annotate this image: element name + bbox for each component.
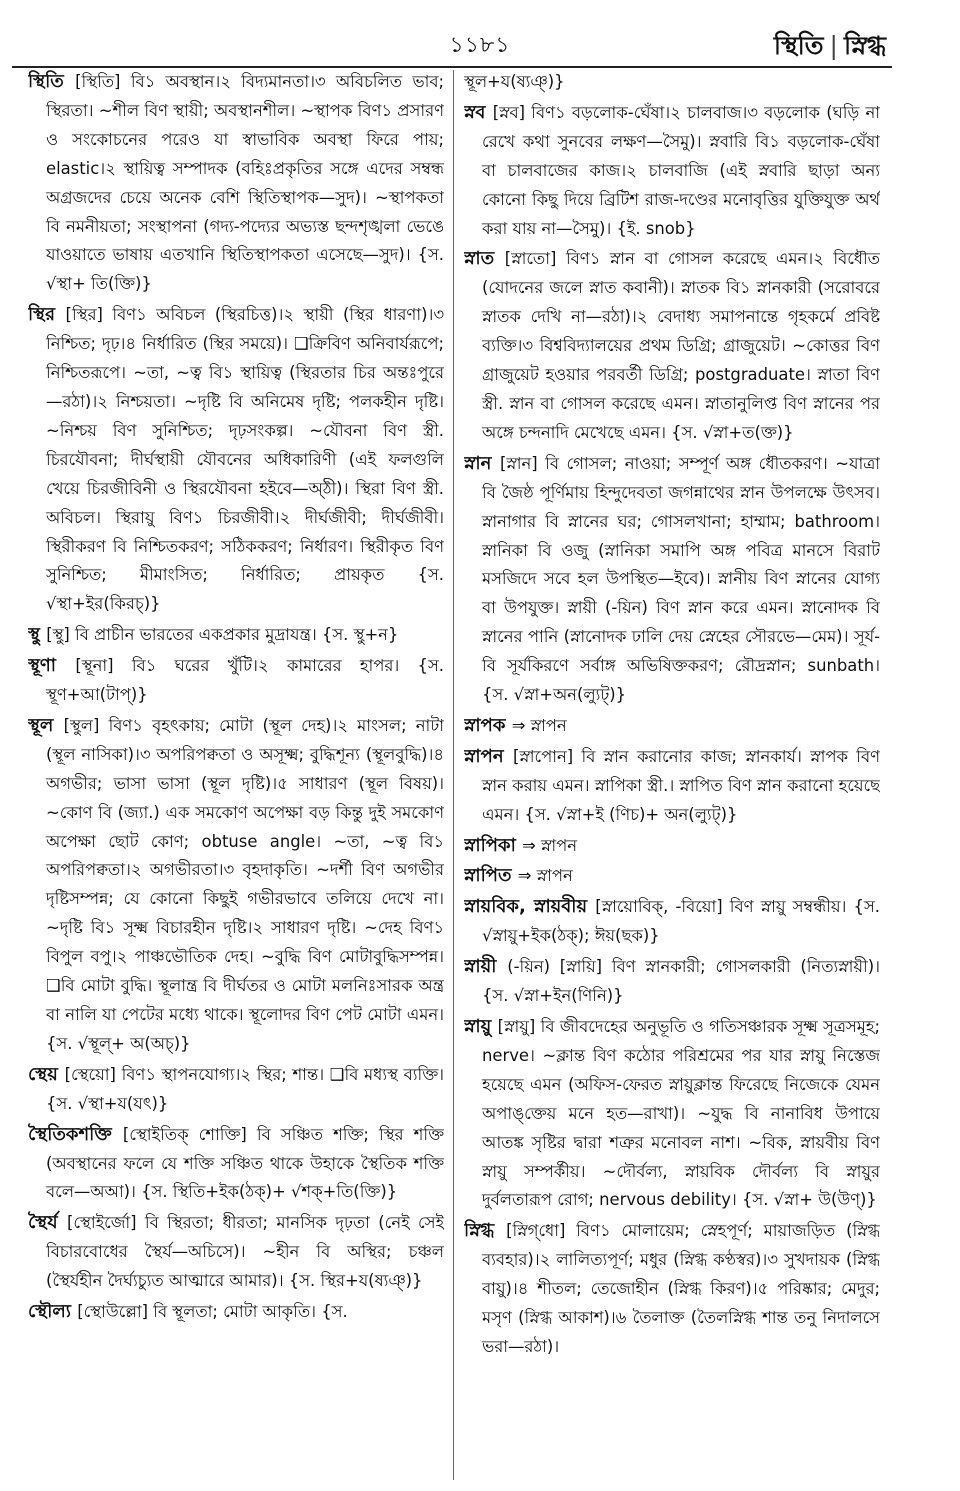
guide-words xyxy=(774,26,886,69)
dictionary-entry xyxy=(28,712,444,1059)
dictionary-entry xyxy=(464,953,880,1011)
dictionary-entry xyxy=(28,652,444,710)
headword: স্নাপিত xyxy=(464,865,518,887)
dictionary-entry xyxy=(464,893,880,951)
entry-body: [স্থুল] বিণ১ বৃহৎকায়; মোটা (স্থূল দেহ)।২ মাংসল; নাটা (স্থূল নাসিকা)।৩ অপরিপক্বতা ও অসূক্ষ্ম; বুদ্ধিশূন্য (স্থূলবুদ্ধি)।৪ অগভীর; ভাসা ভাসা (স্থূল দৃষ্টি)।৫ সাধারণ (স্থূল বিষয়)। ~কোণ বি (জ্যা.) এক সমকোণ অপেক্ষা বড় কিন্তু দুই সমকোণ অপেক্ষা ছোট কোণ; obtuse angle। ~তা, ~ত্ব বি১ অপরিপক্বতা।২ অগভীরতা।৩ বৃহদাকৃতি। ~দর্শী বিণ অগভীর দৃষ্টিসম্পন্ন; যে কোনো কিছুই গভীরভাবে তলিয়ে দেখে না। ~দৃষ্টি বি১ সূক্ষ্ম বিচারহীন দৃষ্টি।২ সাধারণ দৃষ্টি। ~দেহ বিণ১ বিপুল বপু।২ পাঞ্চভৌতিক দেহ। ~বুদ্ধি বিণ মোটাবুদ্ধিসম্পন্ন। ❑বি মোটা বুদ্ধি। স্থূলান্ত্র বি দীর্ঘতর ও মোটা মলনিঃসারক অন্ত্র বা নালি যা পেটের মধ্যে থাকে। স্থূলোদর বিণ পেট মোটা এমন। {স. √স্থূল্+ অ(অচ্)} xyxy=(46,715,444,1053)
entry-body: [স্নাতো] বিণ১ স্নান বা গোসল করেছে এমন।২ বিধৌত (যোদনের জলে স্নাত কবানী)। স্নাতক বি১ স্নানকারী (সরোবরে স্নাতক দেখি না—রঠা)।২ বেদাধ্য সমাপনান্তে গৃহকর্মে প্রবিষ্ট ব্যক্তি।৩ বিশ্ববিদ্যালয়ের প্রথম ডিগ্রি; গ্রাজুয়েট। ~কোত্তর বিণ গ্রাজুয়েট হওয়ার পরবর্তী ডিগ্রি; postgraduate। স্নাতা বিণ স্ত্রী. স্নান বা গোসল করেছে এমন। স্নাতানুলিপ্ত বিণ স্নানের পর অঙ্গে চন্দনাদি মেখেছে এমন। {স. √স্না+ত(ক্ত)} xyxy=(482,249,880,442)
dictionary-entry xyxy=(28,301,444,619)
headword: স্থিতি xyxy=(28,71,76,92)
dictionary-entry xyxy=(28,1209,444,1296)
entry-body: [স্নিগ্‌ধো] বিণ১ মোলায়েম; স্নেহপূর্ণ; মায়াজড়িত (স্নিগ্ধ ব্যবহার)।২ লালিত্যপূর্ণ; মধুর (স্নিগ্ধ কণ্ঠস্বর)।৩ সুখদায়ক (স্নিগ্ধ বায়ু)।৪ শীতল; তেজোহীন (স্নিগ্ধ কিরণ)।৫ পরিষ্কার; মেদুর; মসৃণ (স্নিগ্ধ আকাশ)।৬ তৈলাক্ত (তৈলস্নিগ্ধ শান্ত তনু নিদালসে ভরা—রঠা)। xyxy=(482,1221,880,1356)
dictionary-entry xyxy=(464,99,880,244)
guide-word-last: স্নিগ্ধ xyxy=(843,31,886,60)
dictionary-entry xyxy=(464,862,880,891)
headword: স্থেয় xyxy=(28,1063,65,1085)
headword: স্থূণা xyxy=(28,655,76,677)
dictionary-entry xyxy=(464,245,880,447)
left-column xyxy=(28,68,444,1486)
headword: স্থু xyxy=(28,624,47,646)
entry-body: ⇒ স্নাপন xyxy=(517,866,573,886)
dictionary-entry xyxy=(464,450,880,710)
dictionary-entry xyxy=(28,621,444,650)
guide-word-first: স্থিতি xyxy=(773,31,824,60)
entry-body: [স্থূনা] বি১ ঘরের খুঁটি।২ কামারের হাপর। {স. স্থূণ+আ(টাপ্)} xyxy=(46,656,444,705)
entry-body: ⇒ স্নাপন xyxy=(522,835,578,855)
headword: স্নাপক xyxy=(464,714,512,736)
headword: স্নব xyxy=(464,101,493,123)
dictionary-entry xyxy=(464,68,880,97)
dictionary-entry xyxy=(464,832,880,861)
entry-body: [স্নায়োবিক্, -বিয়ো] বিণ স্নায়ু সম্বন্ধীয়। {স. √স্নায়ু+ইক(ঠক্); ঈয়(ছক)} xyxy=(482,897,880,946)
headword: স্নাপন xyxy=(464,745,513,767)
dictionary-entry xyxy=(464,712,880,741)
entry-body: [স্থিতি] বি১ অবস্থান।২ বিদ্যমানতা।৩ অবিচলিত ভাব; স্থিরতা। ~শীল বিণ স্থায়ী; অবস্থানশীল। ~স্থাপক বিণ১ প্রসারণ ও সংকোচনের পরেও যা স্বাভাবিক অবস্থা ফিরে পায়; elastic।২ স্থায়িত্ব সম্পাদক (বহিঃপ্রকৃতির সঙ্গে এদের সম্বন্ধ অগ্রজদের চেয়ে অনেক বেশি স্থিতিস্থাপক—সুদ)। ~স্থাপকতা বি নমনীয়তা; সংস্থাপনা (গদ্য-পদ্যের অভ্যস্ত ছন্দশৃঙ্খলা ভেঙে যাওয়াতে ভাষায় এতখানি স্থিতিস্থাপকতা এসেছে—সুদ)। {স. √স্থা+ তি(ক্তি)} xyxy=(46,72,444,294)
dictionary-entry xyxy=(464,743,880,830)
headword: স্থৈতিকশক্তি xyxy=(28,1123,123,1145)
headword: স্থূল xyxy=(28,714,64,736)
dictionary-entry xyxy=(464,1013,880,1215)
headword: স্নাত xyxy=(464,248,505,270)
right-column xyxy=(464,68,880,1486)
headword: স্নান xyxy=(464,452,500,474)
entry-body: [স্নাপোন] বি স্নান করানোর কাজ; স্নানকার্য। স্নাপক বিণ স্নান করায় এমন। স্নাপিকা স্ত্রী.। স্নাপিত বিণ স্নান করানো হয়েছে এমন। {স. √স্না+ই (ণিচ)+ অন(ল্যুট্)} xyxy=(482,746,880,824)
headword: স্থৈর্য xyxy=(28,1212,67,1234)
dictionary-entry xyxy=(28,68,444,299)
entry-body: [স্থু] বি প্রাচীন ভারতের একপ্রকার মুদ্রাযন্ত্র। {স. স্থু+ন} xyxy=(46,625,399,645)
headword: স্নায়বিক, স্নায়বীয় xyxy=(464,896,596,918)
dictionary-entry xyxy=(28,1298,444,1327)
entry-body: (-য়িন) [স্নায়ি] বিণ স্নানকারী; গোসলকারী (নিত্যস্নায়ী)। {স. √স্না+ইন(ণিনি)} xyxy=(482,957,880,1006)
headword: স্নায়ী xyxy=(464,956,508,978)
entry-body: স্থূল+য(ষ্যঞ্)} xyxy=(464,72,565,91)
entry-body: [স্থোইর্জো] বি স্থিরতা; ধীরতা; মানসিক দৃঢ়তা (নেই সেই বিচারবোধের স্থৈর্য—অচিসে)। ~হীন বি অস্থির; চঞ্চল (স্থৈর্যহীন দৈর্ঘ্যচ্যুত আত্মারে আমার)। {স. স্থির+য(ষ্যঞ্)} xyxy=(46,1213,444,1291)
entry-body: [স্নান] বি গোসল; নাওয়া; সম্পূর্ণ অঙ্গ ধৌতকরণ। ~যাত্রা বি জৈষ্ঠ পূর্ণিমায় হিন্দুদেবতা জগন্নাথের স্নান উপলক্ষে উৎসব। স্নানাগার বি স্নানের ঘর; গোসলখানা; হাম্মাম; bathroom। স্নানিকা বি ওজু (স্নানিকা সমাপি অঙ্গ পবিত্র মানসে বিরাট মসজিদে সবে হল উপস্থিত—ইবে)। স্নানীয় বিণ স্নানের যোগ্য বা উপযুক্ত। স্নায়ী (-য়িন) বিণ স্নান করে এমন। স্নানোদক বি স্নানের পানি (স্নানোদক ঢালি দেয় স্নেহের সৌরভে—মেম)। সূর্য- বি সূর্যকিরণে সর্বাঙ্গ অভিষিক্তকরণ; রৌদ্রস্নান; sunbath। {স. √স্না+অন(ল্যুট্)} xyxy=(482,453,880,705)
entry-body: [স্নায়ু] বি জীবদেহের অনুভূতি ও গতিসঞ্চারক সূক্ষ্ম সূত্রসমূহ; nerve। ~ক্লান্ত বিণ কঠোর পরিশ্রমের পর যার স্নায়ু নিস্তেজ হয়েছে এমন (অফিস-ফেরত স্নায়ুক্লান্ত ফিরেছে নিজেকে যেমন অপাঙ্‌ক্তেয় মনে হত—রাখা)। ~যুদ্ধ বি নানাবিধ উপায়ে আতঙ্ক সৃষ্টির দ্বারা শত্রুর মনোবল নাশ। ~বিক, স্নায়বীয় বিণ স্নায়ু সম্পর্কীয়। ~দৌর্বল্য, স্নায়বিক দৌর্বল্য বি স্নায়ুর দুর্বলতারূপ রোগ; nervous debility। {স. √স্না+ উ(উণ্)} xyxy=(482,1017,880,1210)
headword: স্থৌল্য xyxy=(28,1301,78,1323)
dictionary-entry xyxy=(464,1217,880,1362)
column-divider xyxy=(453,70,454,1480)
headword: স্নায়ু xyxy=(464,1016,498,1037)
entry-body: [স্থির] বিণ১ অবিচল (স্থিরচিত্ত)।২ স্থায়ী (স্থির ধারণা)।৩ নিশ্চিত; দৃঢ়।৪ নির্ধারিত (স্থির সময়ে)। ❑ক্রিবিণ অনিবার্যরূপে; নিশ্চিতরূপে। ~তা, ~ত্ব বি১ স্থায়িত্ব (স্থিরতার চির অন্তঃপুরে—রঠা)।২ নিশ্চয়তা। ~দৃষ্টি বি অনিমেষ দৃষ্টি; পলকহীন দৃষ্টি। ~নিশ্চয় বিণ সুনিশ্চিত; দৃঢ়সংকল্প। ~যৌবনা বিণ স্ত্রী. চিরযৌবনা; দীর্ঘস্থায়ী যৌবনের অধিকারিণী (এই ফলগুলি খেয়ে চিরজীবিনী ও স্থিরযৌবনা হইবে—অ্ঠী)। স্থিরা বিণ স্ত্রী. অবিচল। স্থিরায়ু বিণ১ চিরজীবী।২ দীর্ঘজীবী; দীর্ঘজীবী। স্থিরীকরণ বি নিশ্চিতকরণ; সঠিককরণ; নির্ধারণ। স্থিরীকৃত বিণ সুনিশ্চিত; মীমাংসিত; নির্ধারিত; প্রায়কৃত {স. √স্থা+ইর(কিরচ্)} xyxy=(46,305,444,614)
headword: স্থির xyxy=(28,304,66,326)
headword: স্নিগ্ধ xyxy=(464,1220,507,1242)
page-number: ১১৮১ xyxy=(449,33,511,58)
entry-body: ⇒ স্নাপন xyxy=(511,715,567,735)
entry-body: [স্থোউল্লো] বি স্থূলতা; মোটা আকৃতি। {স. xyxy=(77,1302,348,1322)
dictionary-entry xyxy=(28,1061,444,1119)
entry-body: [স্থেয়ো] বিণ১ স্থাপনযোগ্য।২ স্থির; শান্ত। ❑বি মধ্যস্থ ব্যক্তি। {স. √স্থা+য(যৎ)} xyxy=(46,1064,444,1113)
entry-body: [স্থোইতিক্ শোক্তি] বি সঞ্চিত শক্তি; স্থির শক্তি (অবস্থানের ফলে যে শক্তি সঞ্চিত থাকে উহাকে স্থৈতিক শক্তি বলে—অআ)। {স. স্থিতি+ইক(ঠক্)+ √শক্+তি(ক্তি)} xyxy=(46,1124,444,1202)
guide-separator: | xyxy=(829,31,838,60)
headword: স্নাপিকা xyxy=(464,834,523,856)
dictionary-entry xyxy=(28,1121,444,1208)
entry-body: [স্নব] বিণ১ বড়লোক-ঘেঁষা।২ চালবাজ।৩ বড়লোক (ঘড়ি না রেখে কথা সুনবের লক্ষণ—সৈমু)। স্নবারি বি১ বড়লোক-ঘেঁষা বা চালবাজের কাজ।২ চালবাজি (এই স্নবারি ছাড়া অন্য কোনো কিছু দিয়ে ব্রিটিশ রাজ-দণ্ডের মনোবৃত্তির যুক্তিযুক্ত অর্থ করা যায় না—সৈমু)। {ই. snob} xyxy=(482,102,880,238)
